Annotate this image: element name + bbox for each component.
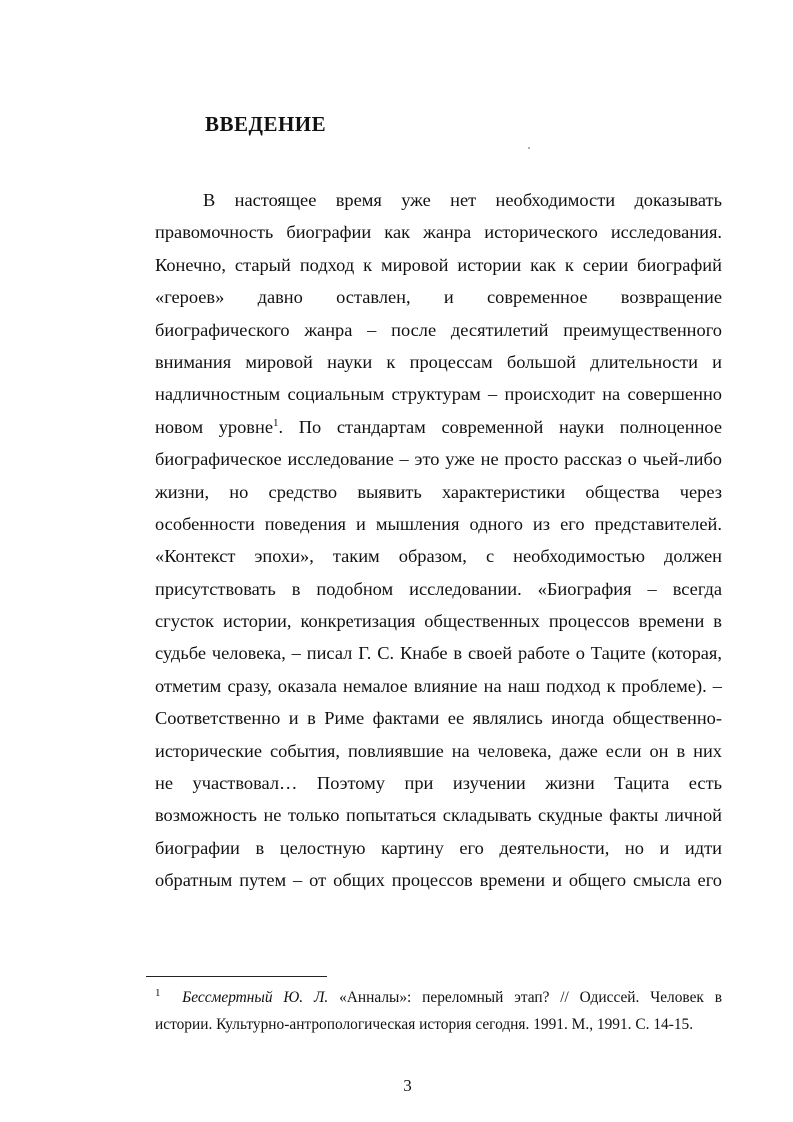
text-line: В настоящее время уже нет необходимости доказывать (203, 190, 722, 210)
body-paragraph (155, 184, 722, 897)
text-line: Конечно, старый подход к мировой истории как к серии биографий (155, 254, 722, 275)
text-line: биографическое исследование – это уже не просто рассказ о чьей-либо (155, 449, 722, 470)
text-line: обратным путем – от общих процессов времени и общего смысла его (155, 870, 722, 891)
text-line: надличностным социальным структурам – происходит на совершенно (155, 384, 722, 405)
footnote-marker: 1 (155, 986, 161, 999)
footnote-line (155, 984, 722, 1011)
text-line: «героев» давно оставлен, и современное возвращение (155, 287, 722, 308)
text-line: «Контекст эпохи», таким образом, с необходимостью должен (155, 546, 722, 567)
text-line: Соответственно и в Риме фактами ее являлись иногда общественно- (155, 708, 722, 729)
text-line: внимания мировой науки к процессам большой длительности и (155, 351, 722, 372)
text-line: отметим сразу, оказала немалое влияние на наш подход к проблеме). – (155, 675, 722, 696)
text-fragment: . По стандартам современной науки полноценное (278, 416, 722, 437)
footnote-reference[interactable]: 1 (273, 416, 279, 429)
footnote-text: «Анналы»: переломный этап? // Одиссей. Человек в (339, 989, 723, 1006)
text-line: возможность не только попытаться складывать скудные факты личной (155, 805, 722, 826)
footnote-line: истории. Культурно-антропологическая история сегодня. 1991. М., 1991. С. 14-15. (155, 1016, 694, 1033)
text-line (155, 411, 722, 443)
footnote-author: Бессмертный Ю. Л. (182, 989, 329, 1006)
text-line: правомочность биографии как жанра исторического исследования. (155, 222, 722, 243)
section-heading: ВВЕДЕНИЕ (205, 112, 327, 136)
text-line: присутствовать в подобном исследовании. «Биография – всегда (155, 578, 722, 599)
text-line: биографического жанра – после десятилетий преимущественного (155, 319, 722, 340)
text-line: исторические события, повлиявшие на человека, даже если он в них (155, 740, 722, 761)
text-line: биографии в целостную картину его деятельности, но и идти (155, 837, 722, 858)
footnote (155, 984, 722, 1038)
text-line: жизни, но средство выявить характеристики общества через (155, 481, 722, 502)
text-line: сгусток истории, конкретизация общественных процессов времени в (155, 611, 722, 632)
scan-speck (528, 147, 530, 149)
text-line: не участвовал… Поэтому при изучении жизни Тацита есть (155, 773, 722, 794)
text-line: судьбе человека, – писал Г. С. Кнабе в своей работе о Таците (которая, (155, 643, 722, 664)
footnote-divider (146, 976, 327, 977)
page-number: 3 (403, 1076, 412, 1095)
text-fragment: новом уровне (155, 416, 273, 437)
text-line: особенности поведения и мышления одного из его представителей. (155, 513, 722, 534)
